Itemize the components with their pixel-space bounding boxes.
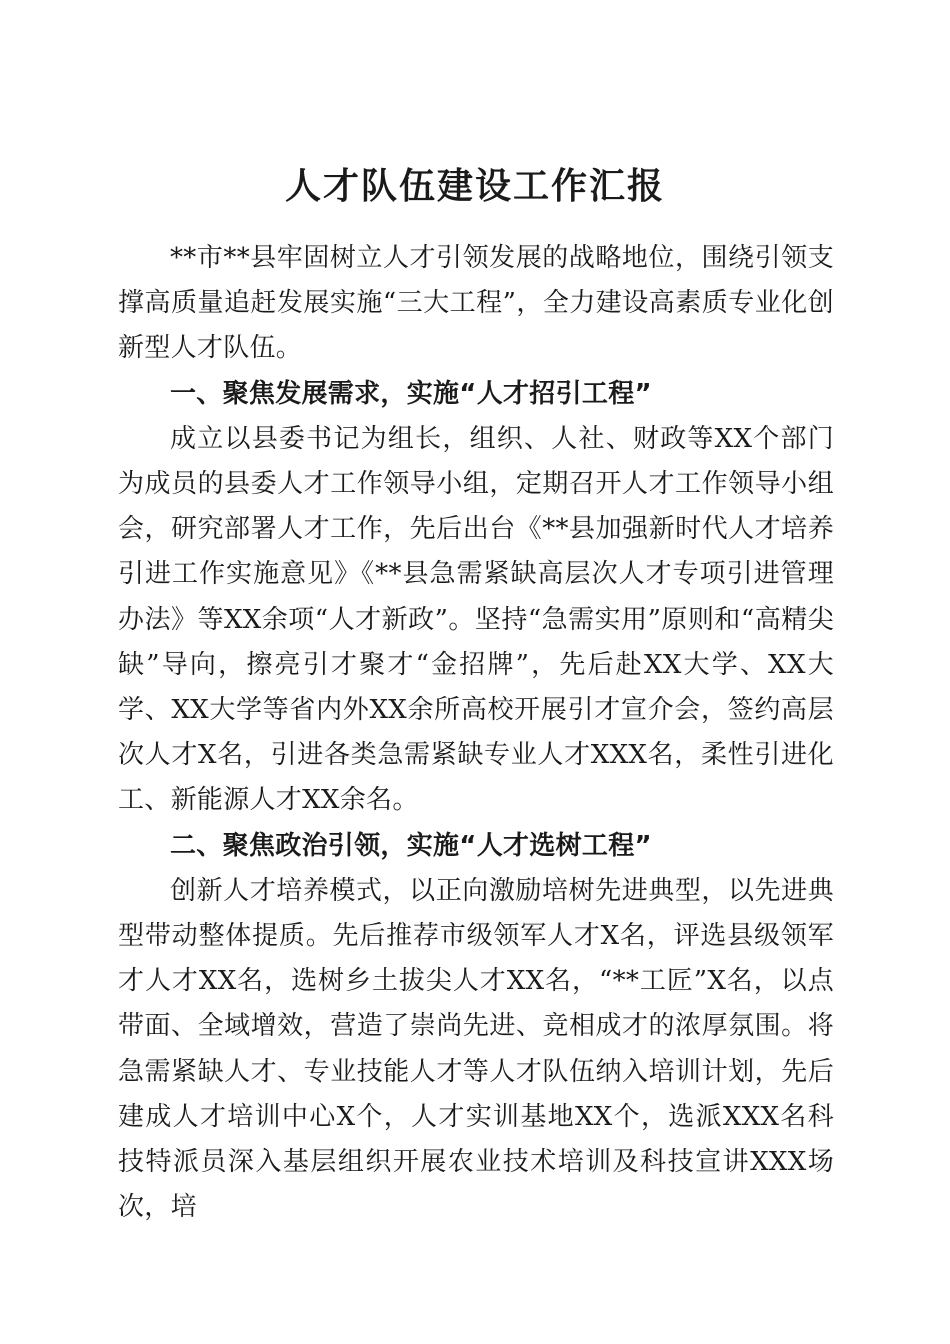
section-paragraph-1: 成立以县委书记为组长，组织、人社、财政等XX个部门为成员的县委人才工作领导小组，定期召开人才工作领导小组会，研究部署人才工作，先后出台《**县加强新时代人才培养引进工作实施意见》《**县急需紧缺高层次人才专项引进管理办法》等XX余项“人才新政”。坚持“急需实用”原则和“高精尖缺”导向，擦亮引才聚才“金招牌”，先后赴XX大学、XX大学、XX大学等省内外XX余所高校开展引才宣介会，签约高层次人才X名，引进各类急需紧缺专业人才XXX名，柔性引进化工、新能源人才XX余名。 — [118, 423, 834, 816]
document-body — [118, 236, 834, 1230]
section-paragraph-2: 创新人才培养模式，以正向激励培树先进典型，以先进典型带动整体提质。先后推荐市级领军人才X名，评选县级领军才人才XX名，选树乡土拔尖人才XX名，“**工匠”X名，以点带面、全域增效，营造了崇尚先进、竞相成才的浓厚氛围。将急需紧缺人才、专业技能人才等人才队伍纳入培训计划，先后建成人才培训中心X个，人才实训基地XX个，选派XXX名科技特派员深入基层组织开展农业技术培训及科技宣讲XXX场次，培 — [118, 875, 834, 1223]
section-heading-2: 二、聚焦政治引领，实施“人才选树工程” — [170, 830, 652, 861]
document-title: 人才队伍建设工作汇报 — [284, 165, 665, 208]
intro-paragraph: **市**县牢固树立人才引领发展的战略地位，围绕引领支撑高质量追赶发展实施“三大工程”，全力建设高素质专业化创新型人才队伍。 — [118, 243, 834, 364]
section-heading-1: 一、聚焦发展需求，实施“人才招引工程” — [170, 378, 652, 409]
